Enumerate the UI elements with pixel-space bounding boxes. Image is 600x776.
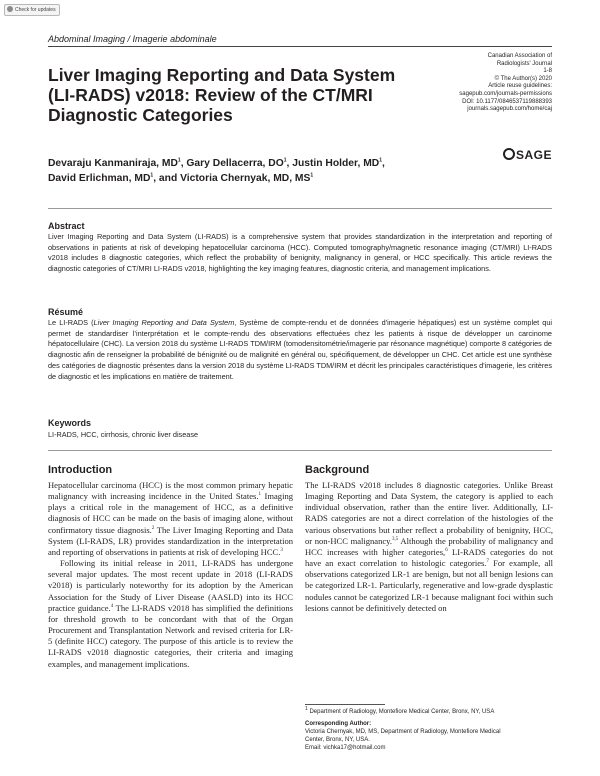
intro-paragraph	[48, 480, 293, 558]
check-updates-icon	[7, 6, 13, 12]
sage-logo	[503, 148, 552, 162]
resume-heading: Résumé	[48, 307, 84, 317]
intro-text: Following its initial release in 2011, LI-RADS has undergone several major updates. The most recent update in 2018 (LI-RADS v2018) is particularly noteworthy for its adoption by the American Association for the Study of Liver Disease (AASLD) into its HCC practice guidance.	[48, 558, 293, 613]
affiliation-marker: 1	[177, 157, 181, 164]
abstract-top-divider	[48, 208, 552, 209]
affiliation-marker: 1	[283, 157, 287, 164]
journal-info-line: 1-8	[543, 68, 552, 75]
header-divider	[48, 46, 552, 47]
intro-text: Hepatocellular carcinoma (HCC) is the most common primary hepatic malignancy with increasing incidence in the United States.	[48, 480, 293, 502]
affiliation-text: Department of Radiology, Montefiore Medical Center, Bronx, NY, USA	[307, 709, 495, 715]
resume-text	[48, 318, 552, 382]
author-name: Justin Holder, MD	[292, 158, 380, 169]
affiliation-marker: 1	[305, 706, 308, 712]
corresponding-author-block	[305, 720, 553, 752]
affiliation-marker: 1	[150, 172, 154, 179]
resume-italic-term: Liver Imaging Reporting and Data System	[93, 318, 235, 327]
title-line-1: Liver Imaging Reporting and Data System	[48, 65, 396, 85]
reference-marker[interactable]: 3,5	[392, 536, 399, 542]
corresponding-author-line: Center, Bronx, NY, USA.	[305, 737, 370, 743]
reference-marker[interactable]: 2	[151, 525, 155, 531]
journal-info-line: Canadian Association of	[487, 53, 552, 59]
affiliation-footnote	[305, 708, 553, 716]
affiliation-marker: 1	[310, 172, 314, 179]
background-text: Although the probability of malignancy and HCC increases with higher categories,	[305, 535, 553, 557]
resume-text-part: , Système de compte-rendu et de données d'imagerie hépatiques) est un système complet qui permet de standardiser l'interprétation et le compte-rendu des observations effectuées chez les patients à risque de développer un carcinome hépatocellulaire (CHC). La version 2018 du système LI-RADS TDM/IRM (tomodensitométrie/imagerie par résonance magnétique) comporte 8 catégories de diagnostic afin de renseigner la probabilité de bénignité ou de malignité en général ou, spécifiquement, de développer un CHC. Cet article est une synthèse des catégories de diagnostic présentes dans la version 2018 du système LI-RADS TDM/IRM et décrit les principales caractéristiques d'imagerie, les critères de diagnostic et les implications en matière de traitement.	[48, 318, 553, 381]
reference-marker[interactable]: 4	[110, 603, 114, 609]
check-for-updates-badge[interactable]	[4, 4, 60, 16]
check-for-updates-label: Check for updates	[15, 7, 56, 13]
sage-logo-icon	[503, 148, 515, 160]
corresponding-author-heading: Corresponding Author:	[305, 721, 372, 727]
journal-home-link[interactable]: journals.sagepub.com/home/caj	[467, 106, 552, 113]
keywords-heading: Keywords	[48, 418, 92, 428]
journal-info-line: Radiologists' Journal	[496, 60, 552, 67]
intro-text: The LI-RADS v2018 has simplified the definitions for threshold growth to be concordant with that of the Organ Procurement and Transplantation Network and revised criteria for LR-5 (definite HCC) category. The purpose of this article is to review the LI-RADS v2018 diagnostic categories, their criteria and imaging examples, and management implications.	[48, 602, 293, 669]
permissions-link[interactable]: sagepub.com/journals-permissions	[459, 90, 552, 97]
doi-link[interactable]: DOI: 10.1177/0846537119888393	[462, 98, 552, 105]
journal-info-line: Article reuse guidelines:	[488, 83, 552, 90]
author-name: Victoria Chernyak, MD, MS	[180, 172, 311, 184]
abstract-heading: Abstract	[48, 221, 85, 231]
author-name: Gary Dellacerra, DO	[186, 158, 284, 169]
background-text: LI-RADS categories do not have an exact correlation to histologic categories.	[305, 546, 553, 569]
reference-marker[interactable]: 6	[445, 548, 448, 554]
intro-paragraph	[48, 558, 293, 670]
introduction-heading: Introduction	[48, 464, 113, 476]
author-name: Devaraju Kanmaniraja, MD	[48, 158, 178, 169]
reference-marker[interactable]: 7	[486, 559, 489, 565]
reference-marker[interactable]: 1	[258, 492, 261, 498]
article-title	[48, 65, 428, 125]
background-column	[305, 480, 553, 614]
author-list: Devaraju Kanmaniraja, $MD^1$, Gary Dellacerra, $DO^1$, Justin Holder, $MD^1$, David Erlichman, $MD^1$, and Victoria Chernyak, MD, $MS^1$	[48, 157, 385, 184]
body-divider	[48, 450, 552, 451]
background-heading: Background	[305, 464, 370, 476]
intro-text: The Liver Imaging Reporting and Data System (LI-RADS, LR) provides standardization in the interpretation and reporting of observations in patients at risk of developing HCC.	[48, 524, 293, 557]
background-text: For example, all observations categorized LR-1 are benign, but not all benign lesions can be categorized LR-1. Particularly, regenerative and low-grade dysplastic nodules cannot be categorized LR-1 because malignant foci within such lesions cannot be definitively detected on	[305, 558, 553, 613]
corresponding-author-email[interactable]: Email: vichka17@hotmail.com	[305, 745, 386, 751]
background-text: The LI-RADS v2018 includes 8 diagnostic categories. Unlike Breast Imaging Reporting and Data System, the category is applied to each individual observation, rather than the entire liver. Additionally, LI-RADS categories are not a direct correlation of the histologies of the various observations but rather reflect a probability of benignity, HCC, or non-HCC malignancy.	[305, 480, 553, 546]
journal-section-header: Abdominal Imaging / Imagerie abdominale	[48, 34, 217, 44]
footnote-divider	[305, 704, 385, 705]
journal-info-line: © The Author(s) 2020	[494, 75, 552, 82]
resume-text-part: Le LI-RADS (	[48, 318, 94, 327]
affiliation-marker: 1	[379, 157, 382, 164]
introduction-column	[48, 480, 293, 670]
keywords-text: LI-RADS, HCC, cirrhosis, chronic liver disease	[48, 430, 199, 439]
journal-info-block	[442, 53, 552, 114]
corresponding-author-line: Victoria Chernyak, MD, MS, Department of Radiology, Montefiore Medical	[305, 729, 501, 735]
author-name: David Erlichman, MD	[48, 172, 151, 184]
background-paragraph	[305, 480, 553, 614]
title-line-2: (LI-RADS) v2018: Review of the CT/MRI	[48, 85, 373, 105]
intro-text: Imaging plays a critical role in the management of HCC, as a definitive diagnosis of HCC can be made on the basis of imaging alone, without confirmatory tissue diagnosis.	[48, 491, 294, 535]
reference-marker[interactable]: 3	[280, 548, 283, 554]
title-line-3: Diagnostic Categories	[48, 105, 233, 125]
abstract-text: Liver Imaging Reporting and Data System (LI-RADS) is a comprehensive system that provides standardization in the interpretation and reporting of observations in patients at risk of developing hepatocellular carcinoma (HCC). Computed tomography/magnetic resonance imaging (CT/MRI) LI-RADS v2018 includes 8 diagnostic categories, which reflect the probability of benignity, malignancy in general, or HCC specifically. This article reviews the diagnostic categories of CT/MRI LI-RADS v2018, highlighting the key imaging features, diagnostic criteria, and management implications.	[48, 232, 552, 274]
sage-logo-text: SAGE	[515, 148, 552, 162]
